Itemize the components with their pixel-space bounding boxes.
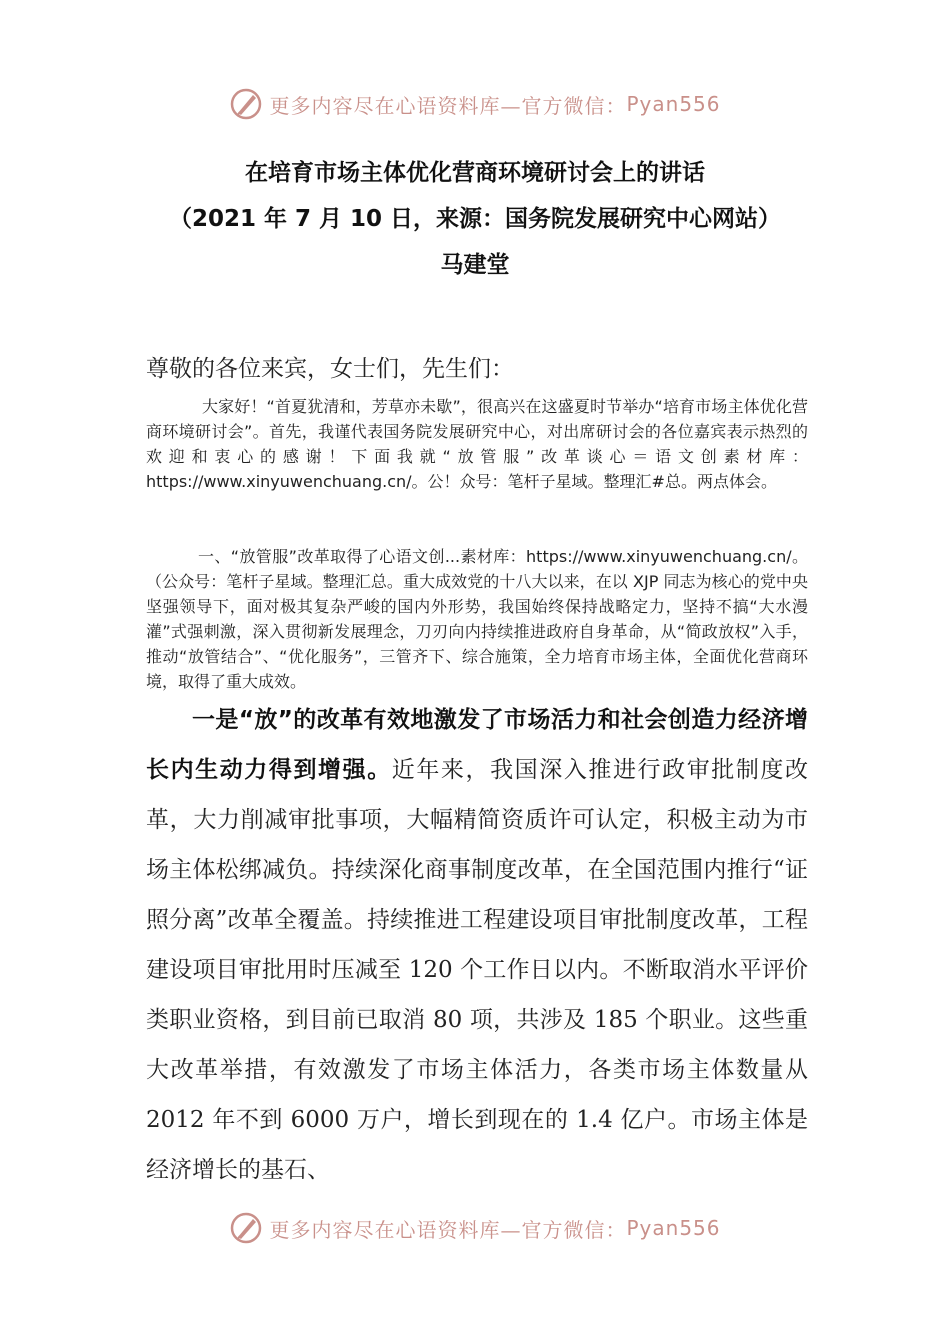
quill-pen-logo-icon xyxy=(229,1211,263,1245)
footer-banner xyxy=(0,1206,950,1250)
document-date-source: （2021 年 7 月 10 日，来源：国务院发展研究中心网站） xyxy=(168,206,782,232)
intro-paragraph: 大家好！“首夏犹清和，芳草亦未歇”，很高兴在这盛夏时节举办“培育市场主体优化营商环境研讨会”。首先，我谨代表国务院发展研究中心，对出席研讨会的各位嘉宾表示热烈的欢迎和衷心的感谢！下面我就“放管服”改革谈心＝语文创素材库：https://www.xinyuwenchuang.cn/。公！众号：笔杆子星域。整理汇#总。两点体会。 xyxy=(146,397,808,491)
paragraph-lead-heading: 一是“放”的改革有效地激发了市场活力和社会创造力经济增长内生动力得到增强。 xyxy=(146,707,808,783)
section-one-paragraph: 一、“放管服”改革取得了心语文创...素材库：https://www.xinyuwenchuang.cn/。（公众号：笔杆子星域。整理汇总。重大成效党的十八大以来，在以 XJP 同志为核心的党中央坚强领导下，面对极其复杂严峻的国内外形势，我国始终保持战略定力，坚持不搞“大水漫灌”式强刺激，深入贯彻新发展理念，刀刃向内持续推进政府自身革命，从“简政放权”入手，推动“放管结合”、“优化服务”，三管齐下、综合施策，全力培育市场主体，全面优化营商环境，取得了重大成效。 xyxy=(146,547,808,691)
banner-wechat-id: Pyan556 xyxy=(626,92,721,116)
salutation: 尊敬的各位来宾，女士们，先生们： xyxy=(146,356,514,382)
paragraph-body-text: 近年来，我国深入推进行政审批制度改革，大力削减审批事项，大幅精简资质许可认定，积极主动为市场主体松绑减负。持续深化商事制度改革，在全国范围内推行“证照分离”改革全覆盖。持续推进工程建设项目审批制度改革，工程建设项目审批用时压减至 120 个工作日以内。不断取消水平评价类职业资格，到目前已取消 80 项，共涉及 185 个职业。这些重大改革举措，有效激发了市场主体活力，各类市场主体数量从 2012 年不到 6000 万户，增长到现在的 1.4 亿户。市场主体是经济增长的基石、 xyxy=(146,757,809,1183)
banner-text: 更多内容尽在心语资料库—官方微信： xyxy=(269,93,627,118)
body-paragraph xyxy=(146,695,808,1195)
document-author: 马建堂 xyxy=(440,252,510,278)
document-title-block xyxy=(0,150,950,288)
banner-text: 更多内容尽在心语资料库—官方微信： xyxy=(269,1217,627,1242)
quill-pen-logo-icon xyxy=(229,87,263,121)
banner-wechat-id: Pyan556 xyxy=(626,1216,721,1240)
document-title: 在培育市场主体优化营商环境研讨会上的讲话 xyxy=(245,160,705,186)
header-banner xyxy=(0,82,950,126)
